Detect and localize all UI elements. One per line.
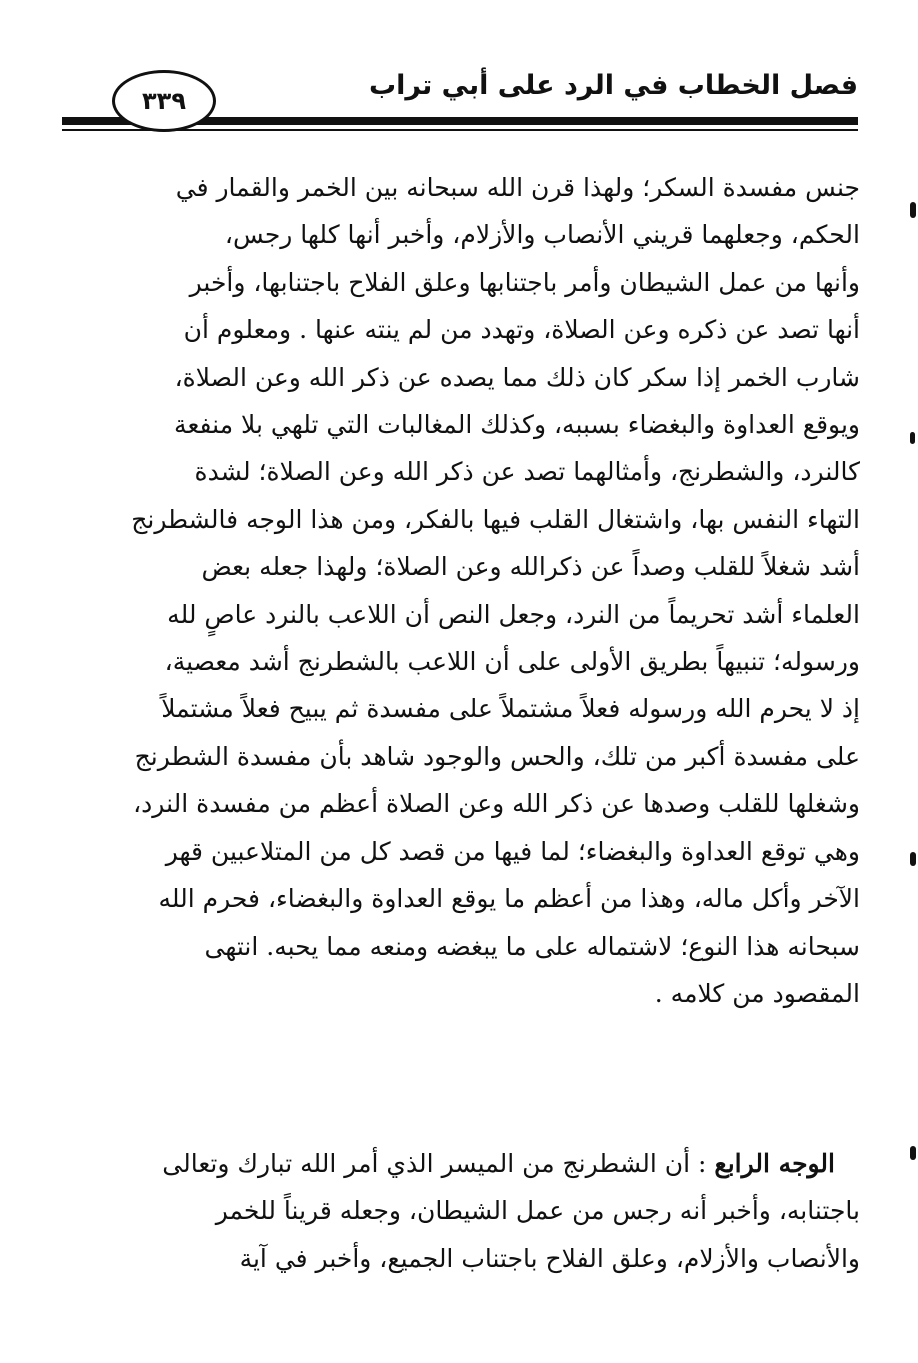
text-line: إذ لا يحرم الله ورسوله فعلاً مشتملاً على مفسدة ثم يبيح فعلاً مشتملاً — [161, 694, 860, 724]
text-line-with-heading — [72, 1140, 860, 1187]
running-title: فصل الخطاب في الرد على أبي تراب — [368, 70, 858, 101]
margin-speck — [910, 852, 916, 866]
text-line: الآخر وأكل ماله، وهذا من أعظم ما يوقع العداوة والبغضاء، فحرم الله — [158, 884, 860, 914]
text-line: وأنها من عمل الشيطان وأمر باجتنابها وعلق الفلاح باجتنابها، وأخبر — [189, 267, 860, 297]
text-line: التهاء النفس بها، واشتغال القلب فيها بالفكر، ومن هذا الوجه فالشطرنج — [131, 504, 860, 534]
text-line: المقصود من كلامه . — [654, 978, 860, 1008]
text-line: سبحانه هذا النوع؛ لاشتماله على ما يبغضه ومنعه مما يحبه. انتهى — [204, 931, 860, 961]
text-line: والأنصاب والأزلام، وعلق الفلاح باجتناب الجميع، وأخبر في آية — [239, 1243, 860, 1273]
text-line: الحكم، وجعلهما قريني الأنصاب والأزلام، وأخبر أنها كلها رجس، — [224, 220, 860, 250]
text-line: ويوقع العداوة والبغضاء بسببه، وكذلك المغالبات التي تلهي بلا منفعة — [174, 410, 860, 440]
text-line: شارب الخمر إذا سكر كان ذلك مما يصده عن ذكر الله وعن الصلاة، — [174, 362, 860, 392]
text-line: وهي توقع العداوة والبغضاء؛ لما فيها من قصد كل من المتلاعبين قهر — [165, 836, 860, 866]
text-line: جنس مفسدة السكر؛ ولهذا قرن الله سبحانه بين الخمر والقمار في — [175, 173, 860, 202]
text-line: ورسوله؛ تنبيهاً بطريق الأولى على أن اللاعب بالشطرنج أشد معصية، — [164, 647, 860, 677]
paragraph-2 — [72, 1140, 860, 1282]
text-line: باجتنابه، وأخبر أنه رجس من عمل الشيطان، وجعله قريناً للخمر — [215, 1196, 860, 1226]
section-lead: الوجه الرابع — [714, 1149, 835, 1178]
text-line: وشغلها للقلب وصدها عن ذكر الله وعن الصلاة أعظم من مفسدة النرد، — [133, 789, 860, 819]
text-line: أشد شغلاً للقلب وصداً عن ذكرالله وعن الصلاة؛ ولهذا جعله بعض — [201, 552, 860, 582]
section-lead-continuation: : أن الشطرنج من الميسر الذي أمر الله تبارك وتعالى — [162, 1149, 707, 1178]
page-number-badge — [112, 70, 216, 132]
margin-speck — [910, 202, 916, 218]
text-line: العلماء أشد تحريماً من النرد، وجعل النص أن اللاعب بالنرد عاصٍ لله — [167, 599, 860, 629]
margin-speck — [910, 1146, 916, 1160]
text-line: أنها تصد عن ذكره وعن الصلاة، وتهدد من لم ينته عنها . ومعلوم أن — [183, 315, 860, 345]
page-number: ٣٣٩ — [142, 87, 186, 115]
text-line: على مفسدة أكبر من تلك، والحس والوجود شاهد بأن مفسدة الشطرنج — [134, 741, 860, 771]
margin-speck — [910, 432, 915, 444]
text-line: كالنرد، والشطرنج، وأمثالهما تصد عن ذكر الله وعن الصلاة؛ لشدة — [194, 457, 860, 487]
paragraph-1 — [72, 164, 860, 1017]
